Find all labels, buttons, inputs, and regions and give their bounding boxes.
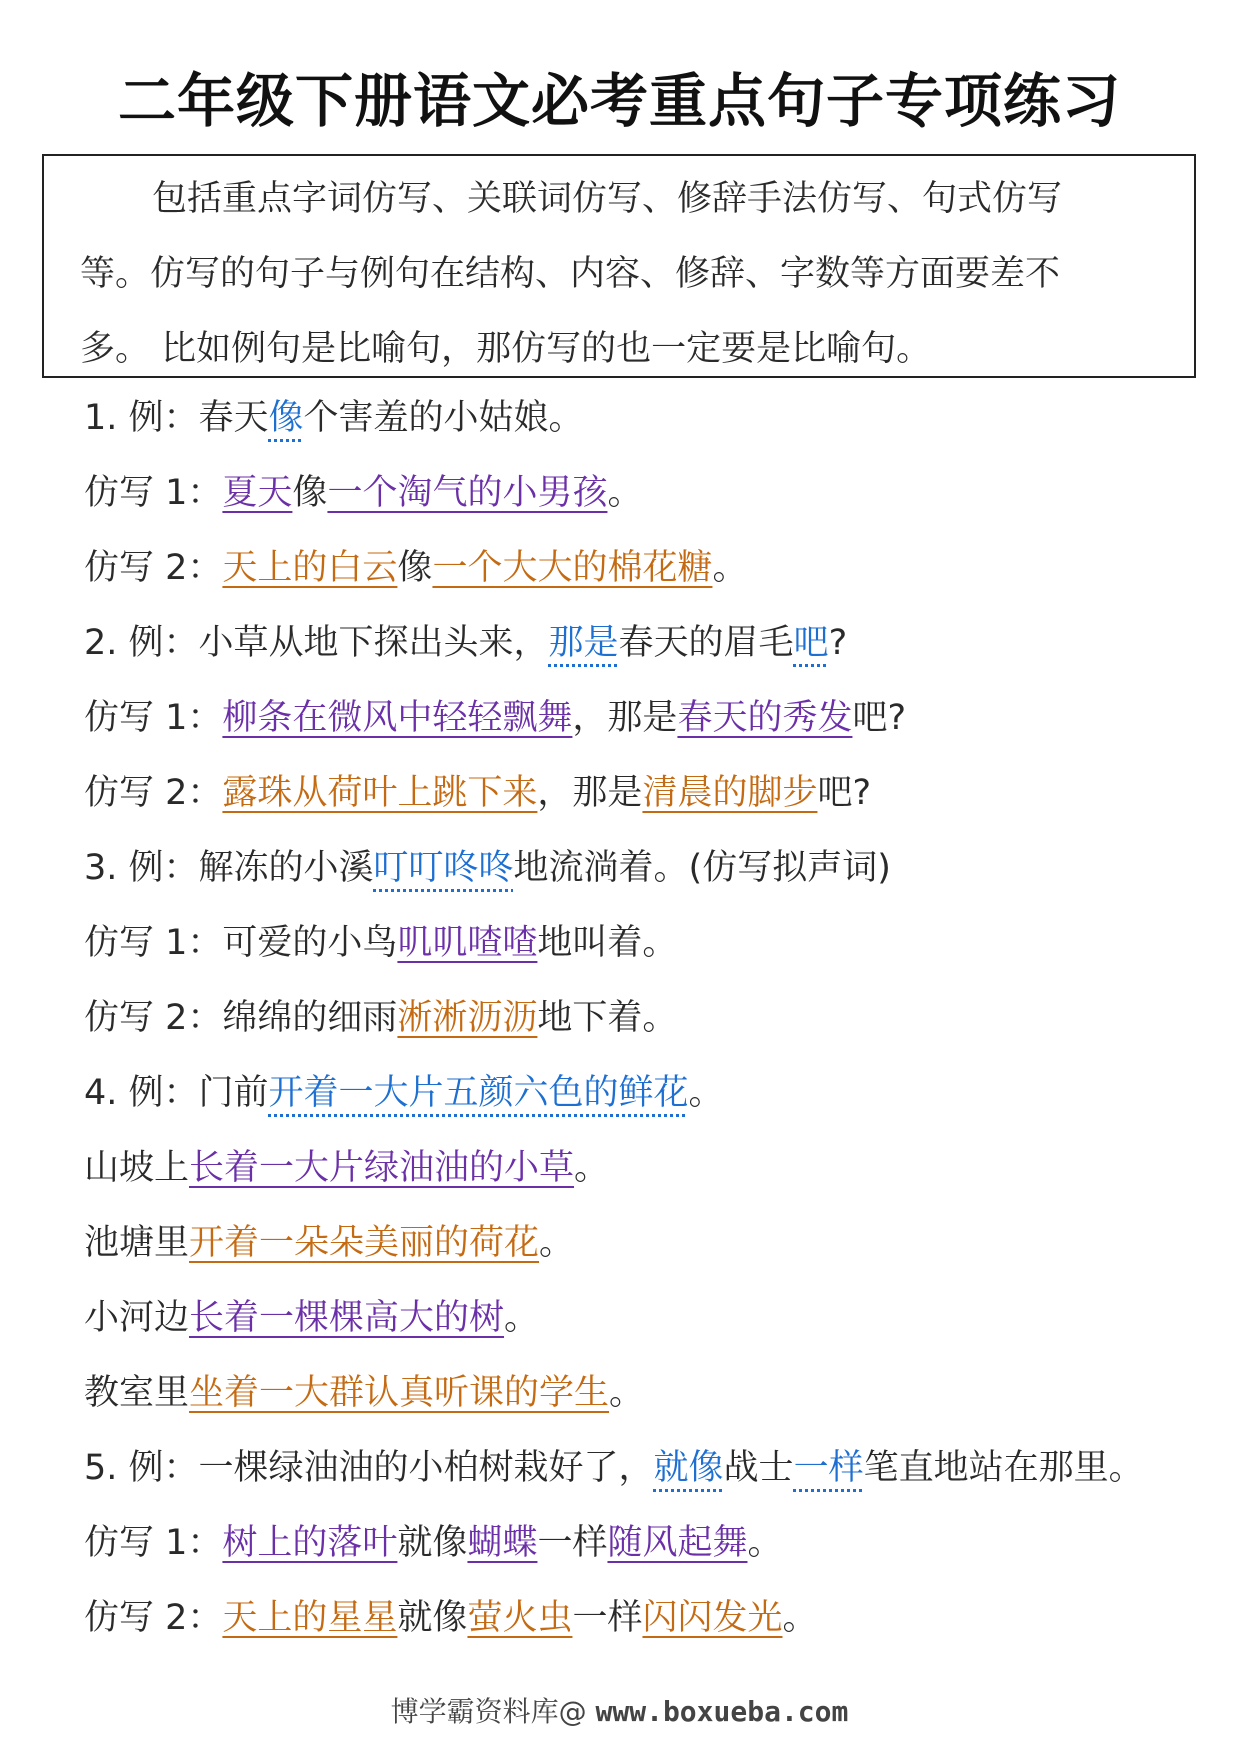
footer-watermark: 博学霸资料库@ www.boxueba.com xyxy=(390,1695,849,1728)
example-2-key-2: 吧 xyxy=(793,623,829,663)
example-3: 3. 例：解冻的小溪叮叮咚咚地流淌着。(仿写拟声词) xyxy=(84,848,891,888)
example-5-key-2: 一样 xyxy=(793,1448,864,1488)
answer-5-2: 仿写 2：天上的星星就像萤火虫一样闪闪发光。 xyxy=(84,1598,818,1638)
answer-3-1: 仿写 1：可爱的小鸟叽叽喳喳地叫着。 xyxy=(84,923,678,963)
answer-1-1: 仿写 1：夏天像一个淘气的小男孩。 xyxy=(84,473,643,513)
intro-line-3: 多。 比如例句是比喻句，那仿写的也一定要是比喻句。 xyxy=(80,329,932,369)
intro-line-2: 等。仿写的句子与例句在结构、内容、修辞、字数等方面要差不 xyxy=(80,254,1061,294)
example-5: 5. 例：一棵绿油油的小柏树栽好了，就像战士一样笔直地站在那里。 xyxy=(84,1448,1144,1488)
page-title: 二年级下册语文必考重点句子专项练习 xyxy=(117,67,1121,135)
example-2-key-1: 那是 xyxy=(548,623,619,663)
footer-url[interactable]: www.boxueba.com xyxy=(595,1695,849,1728)
example-5-key-1: 就像 xyxy=(653,1448,724,1488)
example-4: 4. 例：门前开着一大片五颜六色的鲜花。 xyxy=(84,1073,724,1113)
answer-4-2: 池塘里开着一朵朵美丽的荷花。 xyxy=(84,1223,575,1263)
exercise-list xyxy=(84,386,1204,1661)
example-3-key: 叮叮咚咚 xyxy=(373,848,514,888)
answer-2-1: 仿写 1：柳条在微风中轻轻飘舞，那是春天的秀发吧? xyxy=(84,698,907,738)
intro-box xyxy=(42,154,1196,378)
answer-3-2: 仿写 2：绵绵的细雨淅淅沥沥地下着。 xyxy=(84,998,678,1038)
example-1: 1. 例：春天像个害羞的小姑娘。 xyxy=(84,398,584,438)
example-4-key: 开着一大片五颜六色的鲜花 xyxy=(268,1073,689,1113)
example-2: 2. 例：小草从地下探出头来，那是春天的眉毛吧? xyxy=(84,623,848,663)
answer-1-2: 仿写 2：天上的白云像一个大大的棉花糖。 xyxy=(84,548,748,588)
answer-2-2: 仿写 2：露珠从荷叶上跳下来，那是清晨的脚步吧? xyxy=(84,773,872,813)
answer-4-4: 教室里坐着一大群认真听课的学生。 xyxy=(84,1373,645,1413)
answer-4-3: 小河边长着一棵棵高大的树。 xyxy=(84,1298,540,1338)
answer-5-1: 仿写 1：树上的落叶就像蝴蝶一样随风起舞。 xyxy=(84,1523,783,1563)
answer-4-1: 山坡上长着一大片绿油油的小草。 xyxy=(84,1148,610,1188)
intro-line-1: 包括重点字词仿写、关联词仿写、修辞手法仿写、句式仿写 xyxy=(152,179,1063,219)
example-1-key: 像 xyxy=(268,398,304,438)
